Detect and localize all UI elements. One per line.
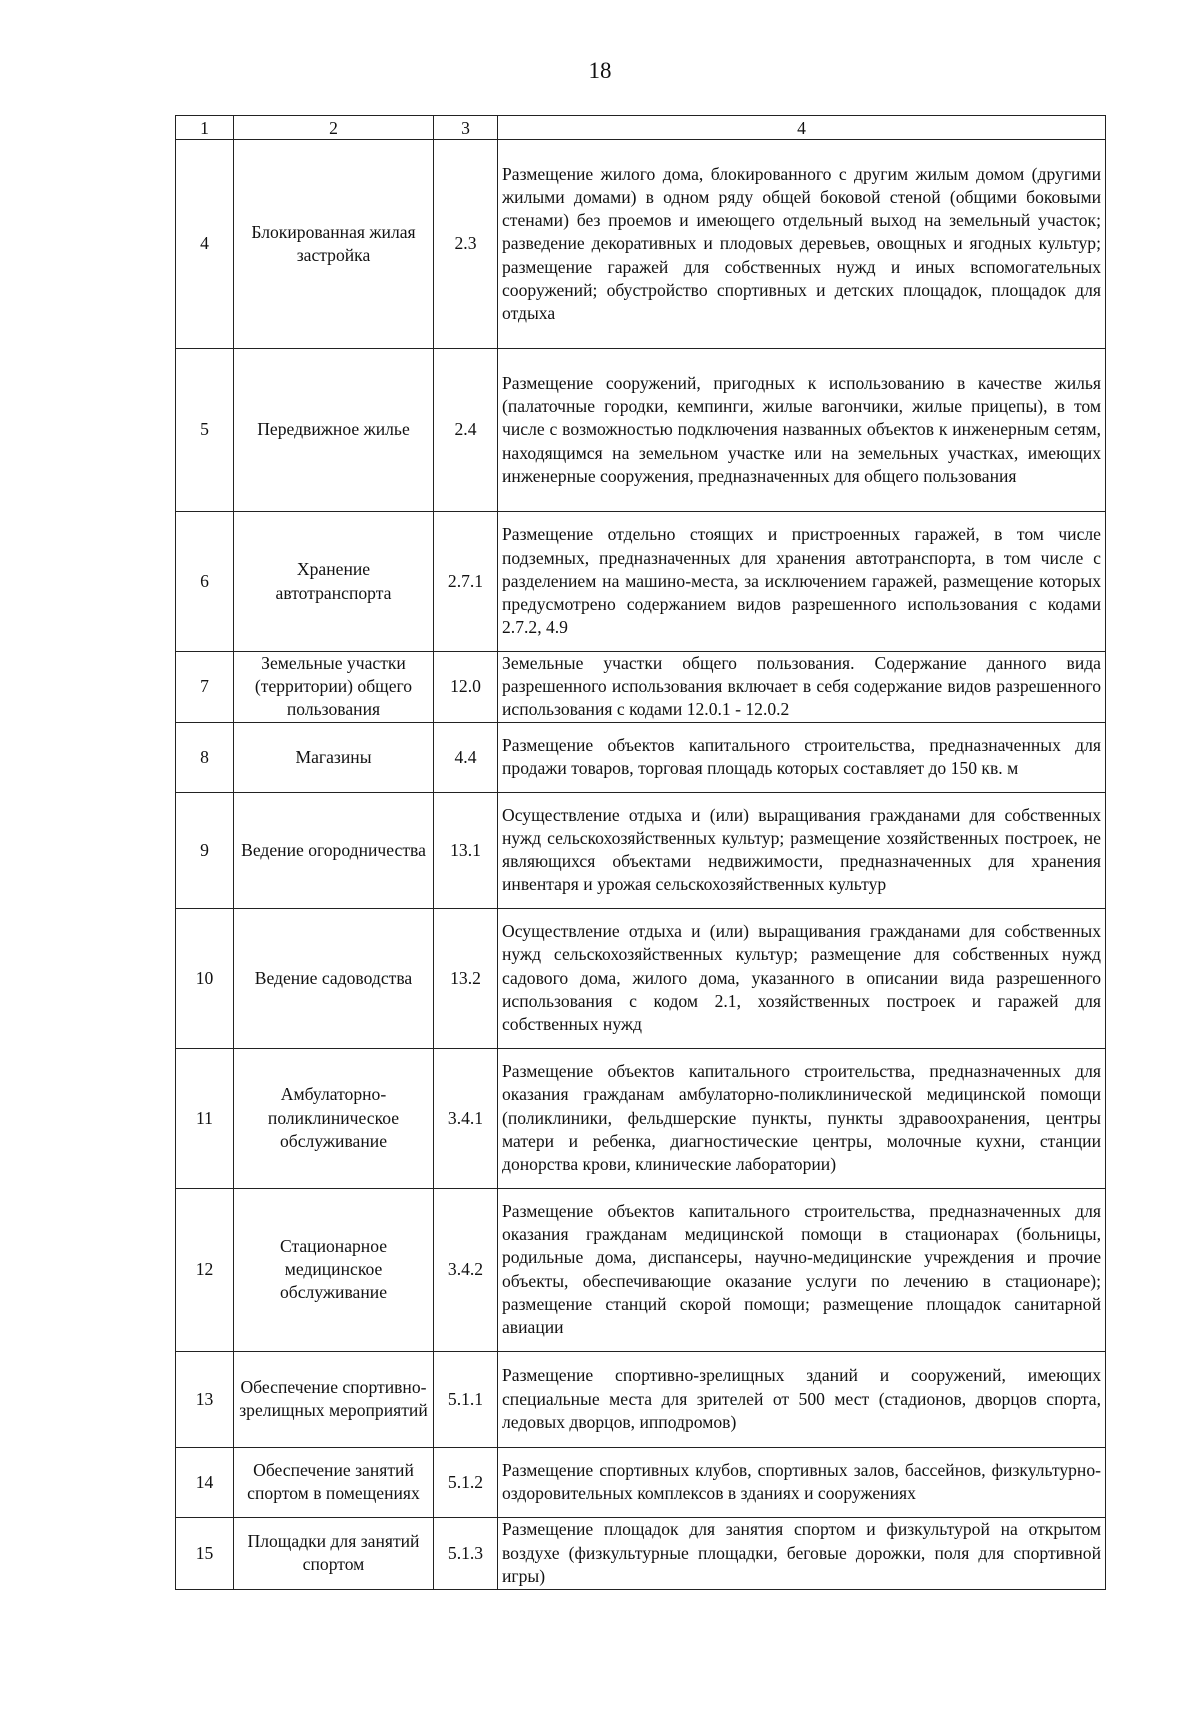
use-name: Ведение садоводства — [234, 908, 434, 1048]
use-name: Площадки для занятий спортом — [234, 1517, 434, 1589]
table-row — [176, 140, 1106, 349]
row-number: 7 — [176, 652, 234, 723]
use-code: 13.2 — [434, 908, 498, 1048]
header-cell-3: 3 — [434, 116, 498, 140]
row-number: 12 — [176, 1188, 234, 1351]
use-code: 2.7.1 — [434, 512, 498, 652]
table-row — [176, 652, 1106, 723]
use-code: 5.1.2 — [434, 1447, 498, 1517]
row-number: 6 — [176, 512, 234, 652]
row-number: 9 — [176, 792, 234, 908]
row-number: 4 — [176, 140, 234, 349]
use-description: Размещение жилого дома, блокированного с другим жилым домом (другими жилыми домами) в одном ряду общей боковой стеной (общими боковыми стенами) без проемов и имеющего отдельный выход на земельный участок; разведение декоративных и плодовых деревьев, овощных и ягодных культур; размещение гаражей для собственных нужд и иных вспомогательных сооружений; обустройство спортивных и детских площадок, площадок для отдыха — [498, 140, 1106, 349]
use-code: 3.4.1 — [434, 1048, 498, 1188]
use-description: Осуществление отдыха и (или) выращивания гражданами для собственных нужд сельскохозяйственных культур; размещение для собственных нужд садового дома, жилого дома, указанного в описании вида разрешенного использования с кодом 2.1, хозяйственных построек и гаражей для собственных нужд — [498, 908, 1106, 1048]
row-number: 11 — [176, 1048, 234, 1188]
table-row — [176, 1188, 1106, 1351]
use-name: Земельные участки (территории) общего пользования — [234, 652, 434, 723]
row-number: 14 — [176, 1447, 234, 1517]
use-code: 2.3 — [434, 140, 498, 349]
land-use-table — [175, 115, 1106, 1590]
table-row — [176, 722, 1106, 792]
table-row — [176, 349, 1106, 512]
use-name: Обеспечение занятий спортом в помещениях — [234, 1447, 434, 1517]
header-cell-4: 4 — [498, 116, 1106, 140]
use-name: Передвижное жилье — [234, 349, 434, 512]
table-row — [176, 792, 1106, 908]
use-code: 3.4.2 — [434, 1188, 498, 1351]
row-number: 10 — [176, 908, 234, 1048]
header-row — [176, 116, 1106, 140]
use-name: Стационарное медицинское обслуживание — [234, 1188, 434, 1351]
use-name: Обеспечение спортивно-зрелищных мероприятий — [234, 1351, 434, 1447]
page-number: 18 — [588, 58, 612, 83]
use-description: Осуществление отдыха и (или) выращивания гражданами для собственных нужд сельскохозяйственных культур; размещение хозяйственных построек, не являющихся объектами недвижимости, предназначенных для хранения инвентаря и урожая сельскохозяйственных культур — [498, 792, 1106, 908]
row-number: 5 — [176, 349, 234, 512]
use-description: Размещение спортивно-зрелищных зданий и сооружений, имеющих специальные места для зрителей от 500 мест (стадионов, дворцов спорта, ледовых дворцов, ипподромов) — [498, 1351, 1106, 1447]
use-description: Земельные участки общего пользования. Содержание данного вида разрешенного использования включает в себя содержание видов разрешенного использования с кодами 12.0.1 - 12.0.2 — [498, 652, 1106, 723]
table-row — [176, 1447, 1106, 1517]
use-name: Амбулаторно-поликлиническое обслуживание — [234, 1048, 434, 1188]
use-description: Размещение объектов капитального строительства, предназначенных для продажи товаров, торговая площадь которых составляет до 150 кв. м — [498, 722, 1106, 792]
table-row — [176, 1351, 1106, 1447]
use-description: Размещение объектов капитального строительства, предназначенных для оказания гражданам медицинской помощи в стационарах (больницы, родильные дома, диспансеры, научно-медицинские учреждения и прочие объекты, обеспечивающие оказание услуги по лечению в стационаре); размещение станций скорой помощи; размещение площадок санитарной авиации — [498, 1188, 1106, 1351]
use-code: 12.0 — [434, 652, 498, 723]
use-description: Размещение сооружений, пригодных к использованию в качестве жилья (палаточные городки, кемпинги, жилые вагончики, жилые прицепы), в том числе с возможностью подключения названных объектов к инженерным сетям, находящимся на земельном участке или на земельных участках, имеющих инженерные сооружения, предназначенных для общего пользования — [498, 349, 1106, 512]
use-code: 2.4 — [434, 349, 498, 512]
row-number: 15 — [176, 1517, 234, 1589]
row-number: 13 — [176, 1351, 234, 1447]
table-row — [176, 512, 1106, 652]
use-code: 5.1.3 — [434, 1517, 498, 1589]
use-name: Магазины — [234, 722, 434, 792]
use-code: 4.4 — [434, 722, 498, 792]
use-code: 13.1 — [434, 792, 498, 908]
use-code: 5.1.1 — [434, 1351, 498, 1447]
use-description: Размещение площадок для занятия спортом и физкультурой на открытом воздухе (физкультурные площадки, беговые дорожки, поля для спортивной игры) — [498, 1517, 1106, 1589]
table-row — [176, 908, 1106, 1048]
table-row — [176, 1048, 1106, 1188]
row-number: 8 — [176, 722, 234, 792]
header-cell-2: 2 — [234, 116, 434, 140]
table-row — [176, 1517, 1106, 1589]
header-cell-1: 1 — [176, 116, 234, 140]
use-description: Размещение отдельно стоящих и пристроенных гаражей, в том числе подземных, предназначенных для хранения автотранспорта, в том числе с разделением на машино-места, за исключением гаражей, размещение которых предусмотрено содержанием видов разрешенного использования с кодами 2.7.2, 4.9 — [498, 512, 1106, 652]
use-description: Размещение спортивных клубов, спортивных залов, бассейнов, физкультурно-оздоровительных комплексов в зданиях и сооружениях — [498, 1447, 1106, 1517]
use-name: Хранение автотранспорта — [234, 512, 434, 652]
use-name: Блокированная жилая застройка — [234, 140, 434, 349]
use-description: Размещение объектов капитального строительства, предназначенных для оказания гражданам амбулаторно-поликлинической медицинской помощи (поликлиники, фельдшерские пункты, пункты здравоохранения, центры матери и ребенка, диагностические центры, молочные кухни, станции донорства крови, клинические лаборатории) — [498, 1048, 1106, 1188]
use-name: Ведение огородничества — [234, 792, 434, 908]
